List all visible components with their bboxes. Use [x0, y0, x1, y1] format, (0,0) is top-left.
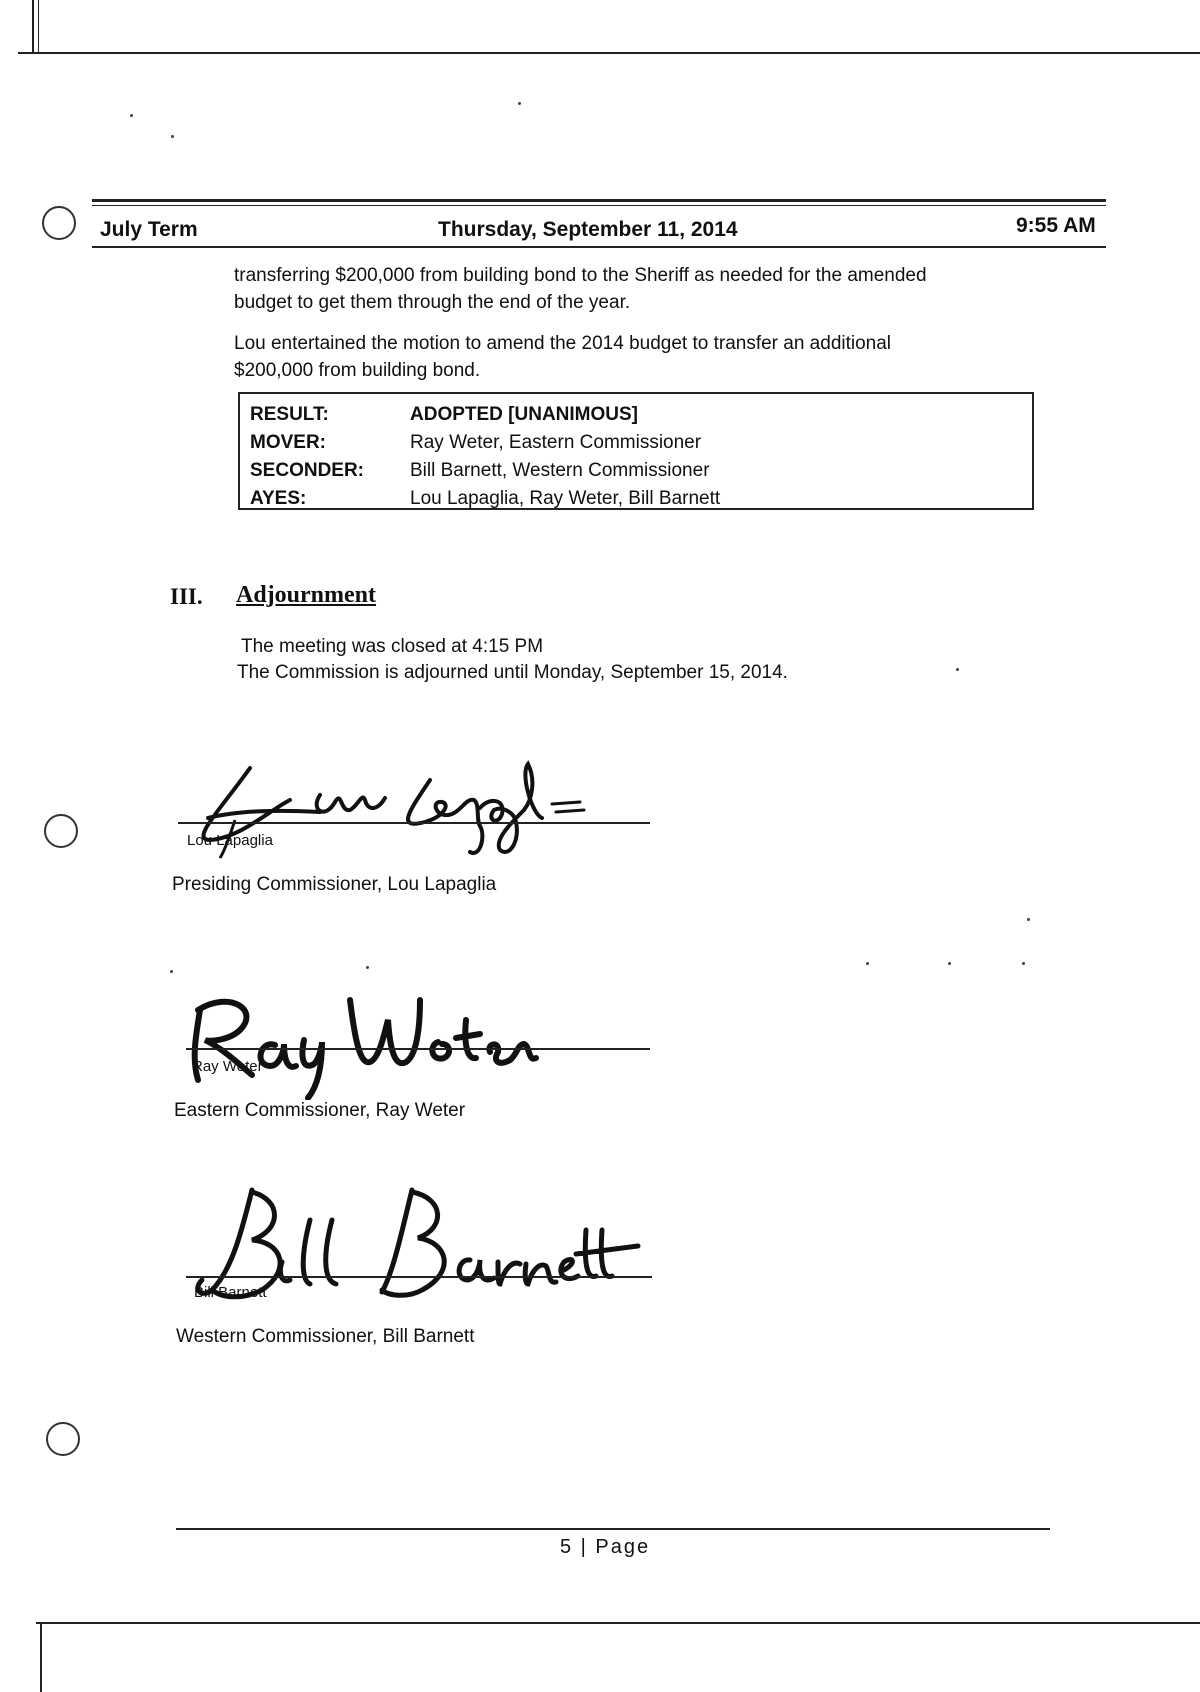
- signature-ray-weter: [180, 970, 560, 1100]
- body-paragraph-1-line-1: transferring $200,000 from building bond to the Sheriff as needed for the amended: [234, 265, 927, 286]
- header-rule-bottom: [92, 246, 1106, 248]
- binder-hole-middle: [44, 814, 78, 848]
- ayes-value: Lou Lapaglia, Ray Weter, Bill Barnett: [410, 488, 721, 509]
- body-paragraph-1: [234, 262, 1014, 316]
- header-term: July Term: [100, 218, 198, 241]
- ayes-label: AYES:: [250, 488, 307, 509]
- signature-line-3: [186, 1276, 652, 1278]
- scan-speck: [170, 970, 173, 973]
- adjournment-line-1: The meeting was closed at 4:15 PM: [241, 636, 544, 657]
- result-value: ADOPTED [UNANIMOUS]: [410, 404, 638, 425]
- header-rule-top-2: [92, 205, 1106, 206]
- adjournment-line-2: The Commission is adjourned until Monday, September 15, 2014.: [237, 662, 788, 683]
- signature-caption-1: Presiding Commissioner, Lou Lapaglia: [172, 874, 497, 895]
- binder-hole-bottom: [46, 1422, 80, 1456]
- scan-speck: [1027, 918, 1030, 921]
- page-number: 5 | Page: [560, 1536, 651, 1558]
- signature-line-2: [186, 1048, 650, 1050]
- section-title: Adjournment: [236, 582, 377, 608]
- binder-hole-top: [42, 206, 76, 240]
- signature-caption-3: Western Commissioner, Bill Barnett: [176, 1326, 475, 1347]
- signature-printed-name-1: Lou Lapaglia: [187, 832, 273, 849]
- header-time: 9:55 AM: [1016, 214, 1096, 237]
- body-paragraph-1-line-2: budget to get them through the end of the year.: [234, 292, 631, 313]
- signature-printed-name-2: Ray Weter: [192, 1058, 263, 1075]
- body-paragraph-2: [234, 330, 1014, 384]
- scan-speck: [518, 102, 521, 105]
- seconder-label: SECONDER:: [250, 460, 365, 481]
- footer-rule: [176, 1528, 1050, 1530]
- seconder-value: Bill Barnett, Western Commissioner: [410, 460, 710, 481]
- body-paragraph-2-line-1: Lou entertained the motion to amend the 2014 budget to transfer an additional: [234, 333, 892, 354]
- scan-border-bottom-left: [40, 1622, 42, 1692]
- scan-speck: [866, 962, 869, 965]
- mover-label: MOVER:: [250, 432, 326, 453]
- scan-speck: [171, 135, 174, 138]
- signature-caption-2: Eastern Commissioner, Ray Weter: [174, 1100, 466, 1121]
- scan-speck: [956, 668, 959, 671]
- scan-speck: [130, 114, 133, 117]
- section-number: III.: [170, 584, 203, 609]
- body-paragraph-2-line-2: $200,000 from building bond.: [234, 360, 481, 381]
- motion-result-table: [238, 392, 1034, 510]
- signature-printed-name-3: Bill Barnett: [194, 1284, 267, 1301]
- header-rule-top: [92, 199, 1106, 202]
- scan-speck: [1022, 962, 1025, 965]
- result-label: RESULT:: [250, 404, 329, 425]
- signature-line-1: [178, 822, 650, 824]
- scan-border-top: [18, 52, 1200, 54]
- header-date: Thursday, September 11, 2014: [438, 218, 738, 241]
- scan-border-left: [32, 0, 34, 54]
- scan-speck: [948, 962, 951, 965]
- mover-value: Ray Weter, Eastern Commissioner: [410, 432, 702, 453]
- scan-border-bottom: [36, 1622, 1200, 1624]
- scan-speck: [366, 966, 369, 969]
- scan-border-left-2: [38, 0, 39, 54]
